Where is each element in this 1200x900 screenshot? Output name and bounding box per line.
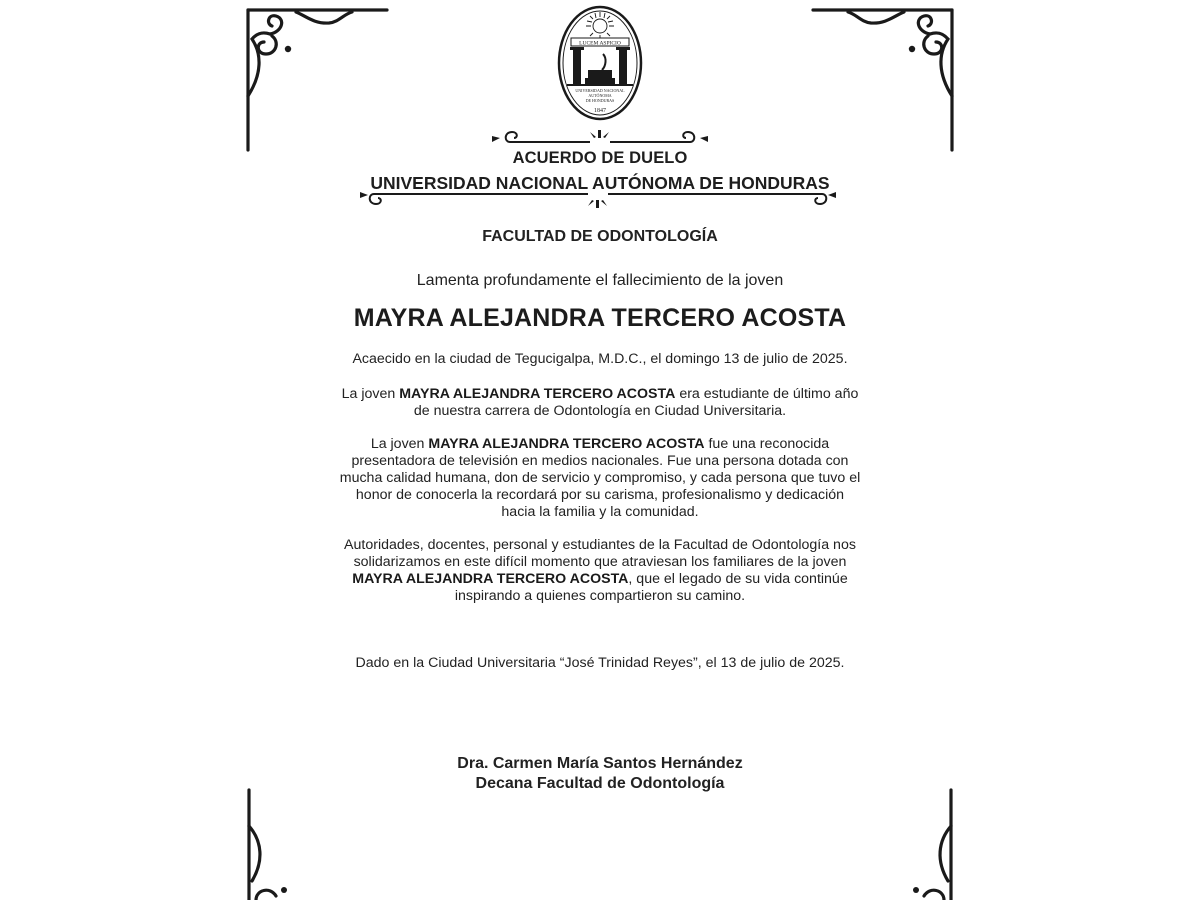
signature-block — [0, 754, 1200, 794]
paragraph-solidarity: Autoridades, docentes, personal y estudiantes de la Facultad de Odontología nos solidarizamos en este difícil momento que atraviesan los familiares de la joven MAYRA ALEJANDRA TERCERO ACOSTA, que el legado de su vida continúe inspirando a quienes compartieron su camino. — [344, 537, 856, 604]
paragraph-student: La joven MAYRA ALEJANDRA TERCERO ACOSTA era estudiante de último año de nuestra carrera de Odontología en Ciudad Universitaria. — [341, 386, 859, 419]
deceased-name-inline: MAYRA ALEJANDRA TERCERO ACOSTA — [352, 571, 629, 587]
corner-ornament-top-left-icon — [244, 4, 394, 154]
bottom-scroll-divider-icon — [358, 188, 838, 210]
seal-year: 1847 — [594, 108, 606, 114]
occurrence-line: Acaecido en la ciudad de Tegucigalpa, M.D.C., el domingo 13 de julio de 2025. — [352, 351, 848, 367]
corner-ornament-bottom-left-icon — [244, 786, 304, 900]
signatory-name: Dra. Carmen María Santos Hernández — [457, 755, 743, 772]
institution-name: UNIVERSIDAD NACIONAL AUTÓNOMA DE HONDURAS — [370, 173, 830, 193]
paragraph-presenter: La joven MAYRA ALEJANDRA TERCERO ACOSTA fue una reconocida presentadora de televisión en medios nacionales. Fue una persona dotada con mucha calidad humana, don de servicio y compromiso, y cada persona que tuvo el honor de conocerla la recordará por su carisma, profesionalismo y dedicación hacia la familia y la comunidad. — [339, 436, 861, 520]
lament-line: Lamenta profundamente el fallecimiento de la joven — [416, 272, 784, 289]
university-seal-logo — [557, 4, 643, 122]
deceased-name-inline: MAYRA ALEJANDRA TERCERO ACOSTA — [399, 386, 676, 402]
seal-inscription: UNIVERSIDAD NACIONAL — [575, 88, 625, 93]
top-scroll-divider-icon — [490, 128, 710, 148]
corner-ornament-bottom-right-icon — [896, 786, 956, 900]
svg-text:AUTÓNOMA: AUTÓNOMA — [588, 93, 612, 98]
deceased-name: MAYRA ALEJANDRA TERCERO ACOSTA — [353, 304, 847, 332]
corner-ornament-top-right-icon — [806, 4, 956, 154]
given-date-line: Dado en la Ciudad Universitaria “José Trinidad Reyes”, el 13 de julio de 2025. — [355, 655, 845, 671]
deceased-name-inline: MAYRA ALEJANDRA TERCERO ACOSTA — [428, 436, 705, 452]
svg-text:DE HONDURAS: DE HONDURAS — [585, 98, 615, 103]
faculty-heading: FACULTAD DE ODONTOLOGÍA — [482, 228, 718, 245]
document-title: ACUERDO DE DUELO — [512, 149, 688, 167]
seal-motto: LUCEM ASPICIO — [579, 40, 621, 47]
signatory-role: Decana Facultad de Odontología — [475, 775, 725, 792]
